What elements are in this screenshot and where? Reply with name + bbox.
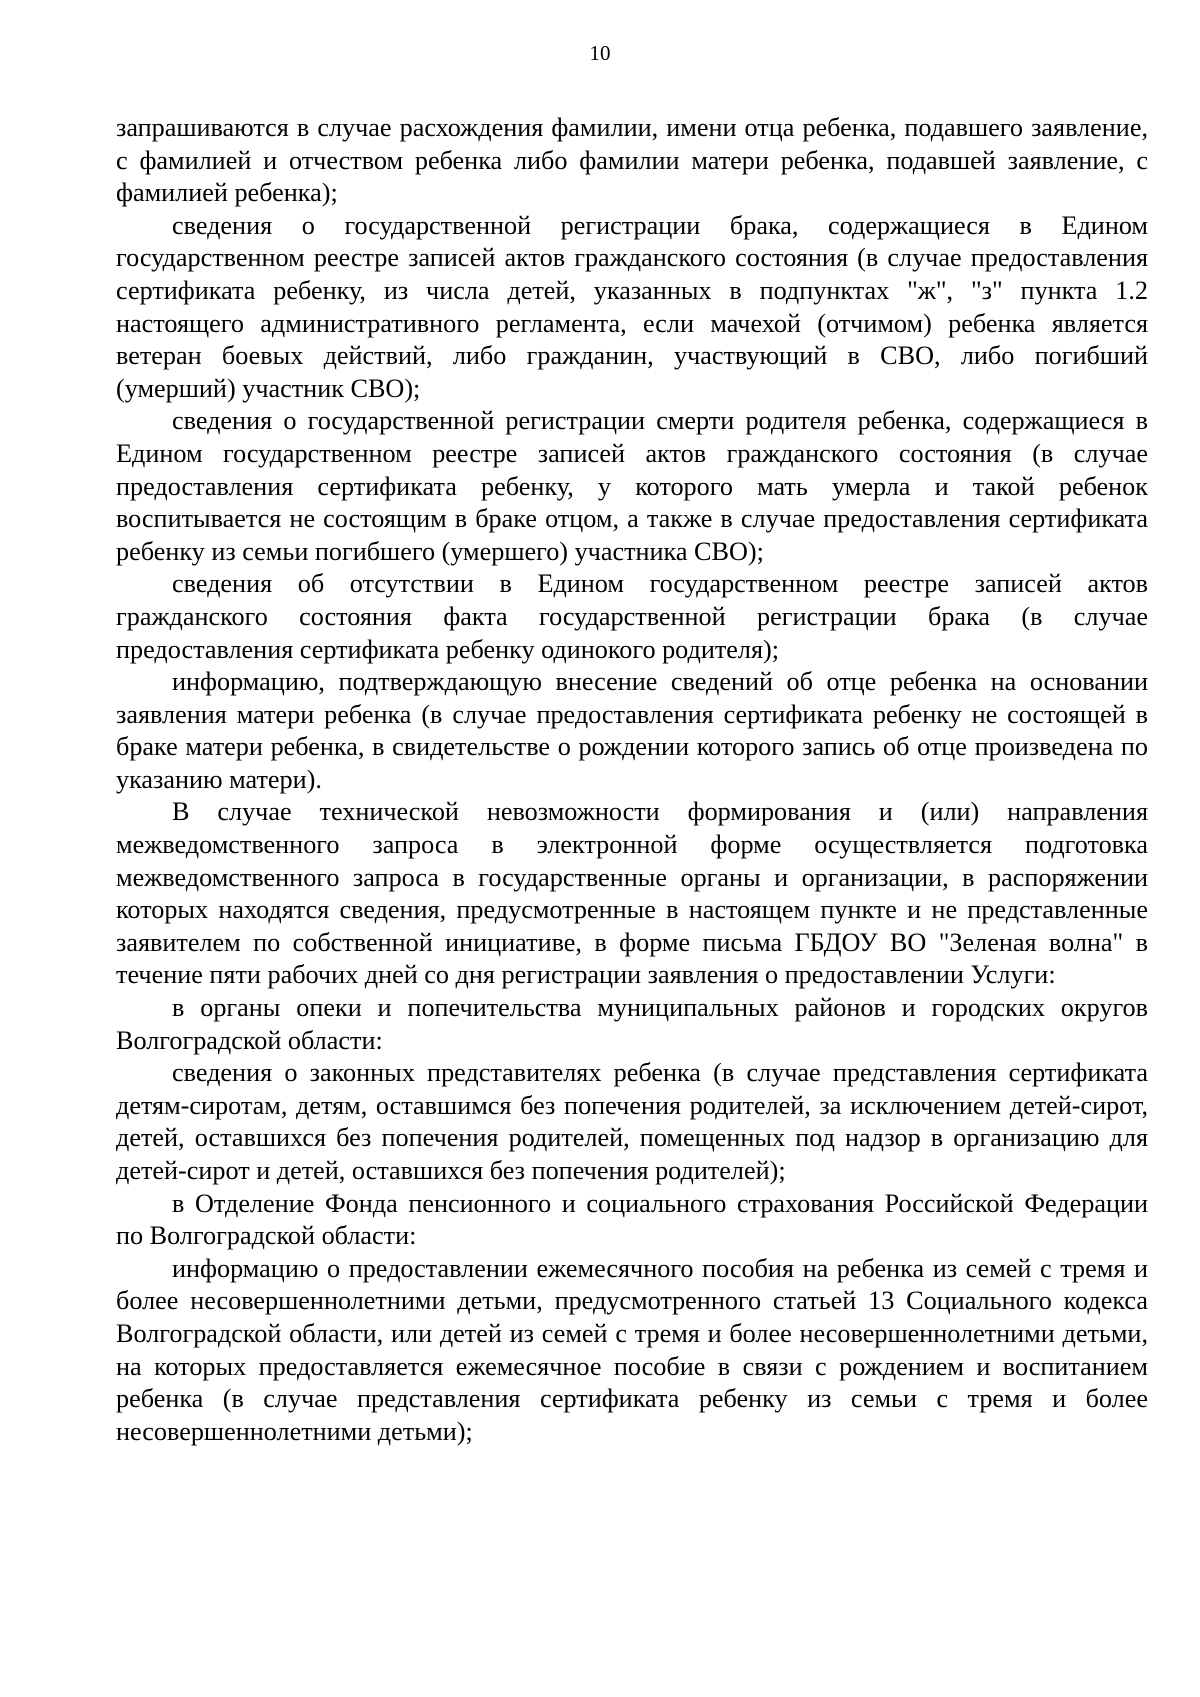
document-body: [116, 112, 1148, 1448]
page-number: 10: [589, 41, 611, 65]
paragraph-death-registration: сведения о государственной регистрации смерти родителя ребенка, содержащиеся в Едином государственном реестре записей актов гражданского состояния (в случае предоставления сертификата ребенку, у которого мать умерла и такой ребенок воспитывается не состоящим в браке отцом, а также в случае предоставления сертификата ребенку из семьи погибшего (умершего) участника СВО);: [116, 406, 1148, 566]
paragraph-guardianship-bodies: в органы опеки и попечительства муниципальных районов и городских округов Волгоградской области:: [116, 993, 1148, 1055]
paragraph-legal-representatives: сведения о законных представителях ребенка (в случае представления сертификата детям-сиротам, детям, оставшимся без попечения родителей, за исключением детей-сирот, детей, оставшихся без попечения родителей, помещенных под надзор в организацию для детей-сирот и детей, оставшихся без попечения родителей);: [116, 1058, 1148, 1185]
paragraph-pension-fund: в Отделение Фонда пенсионного и социального страхования Российской Федерации по Волгоградской области:: [116, 1188, 1148, 1251]
paragraph-technical-impossibility: В случае технической невозможности формирования и (или) направления межведомственного запроса в электронной форме осуществляется подготовка межведомственного запроса в государственные органы и организации, в распоряжении которых находятся сведения, предусмотренные в настоящем пункте и не представленные заявителем по собственной инициативе, в форме письма ГБДОУ ВО "Зеленая волна" в течение пяти рабочих дней со дня регистрации заявления о предоставлении Услуги:: [116, 797, 1148, 990]
paragraph-marriage-registration: сведения о государственной регистрации брака, содержащиеся в Едином государственном реестре записей актов гражданского состояния (в случае предоставления сертификата ребенку, из числа детей, указанных в подпунктах "ж", "з" пункта 1.2 настоящего административного регламента, если мачехой (отчимом) ребенка является ветеран боевых действий, либо гражданин, участвующий в СВО, либо погибший (умерший) участник СВО);: [116, 210, 1148, 403]
paragraph-continuation: запрашиваются в случае расхождения фамилии, имени отца ребенка, подавшего заявление, с фамилией и отчеством ребенка либо фамилии матери ребенка, подавшей заявление, с фамилией ребенка);: [116, 113, 1148, 208]
paragraph-father-info: информацию, подтверждающую внесение сведений об отце ребенка на основании заявления матери ребенка (в случае предоставления сертификата ребенку не состоящей в браке матери ребенка, в свидетельстве о рождении которого запись об отце произведена по указанию матери).: [116, 667, 1148, 794]
paragraph-no-marriage-record: сведения об отсутствии в Едином государственном реестре записей актов гражданского состояния факта государственной регистрации брака (в случае предоставления сертификата ребенку одинокого родителя);: [116, 569, 1148, 664]
paragraph-monthly-allowance: информацию о предоставлении ежемесячного пособия на ребенка из семей с тремя и более несовершеннолетними детьми, предусмотренного статьей 13 Социального кодекса Волгоградской области, или детей из семей с тремя и более несовершеннолетними детьми, на которых предоставляется ежемесячное пособие в связи с рождением и воспитанием ребенка (в случае представления сертификата ребенку из семьи с тремя и более несовершеннолетними детьми);: [116, 1253, 1148, 1446]
